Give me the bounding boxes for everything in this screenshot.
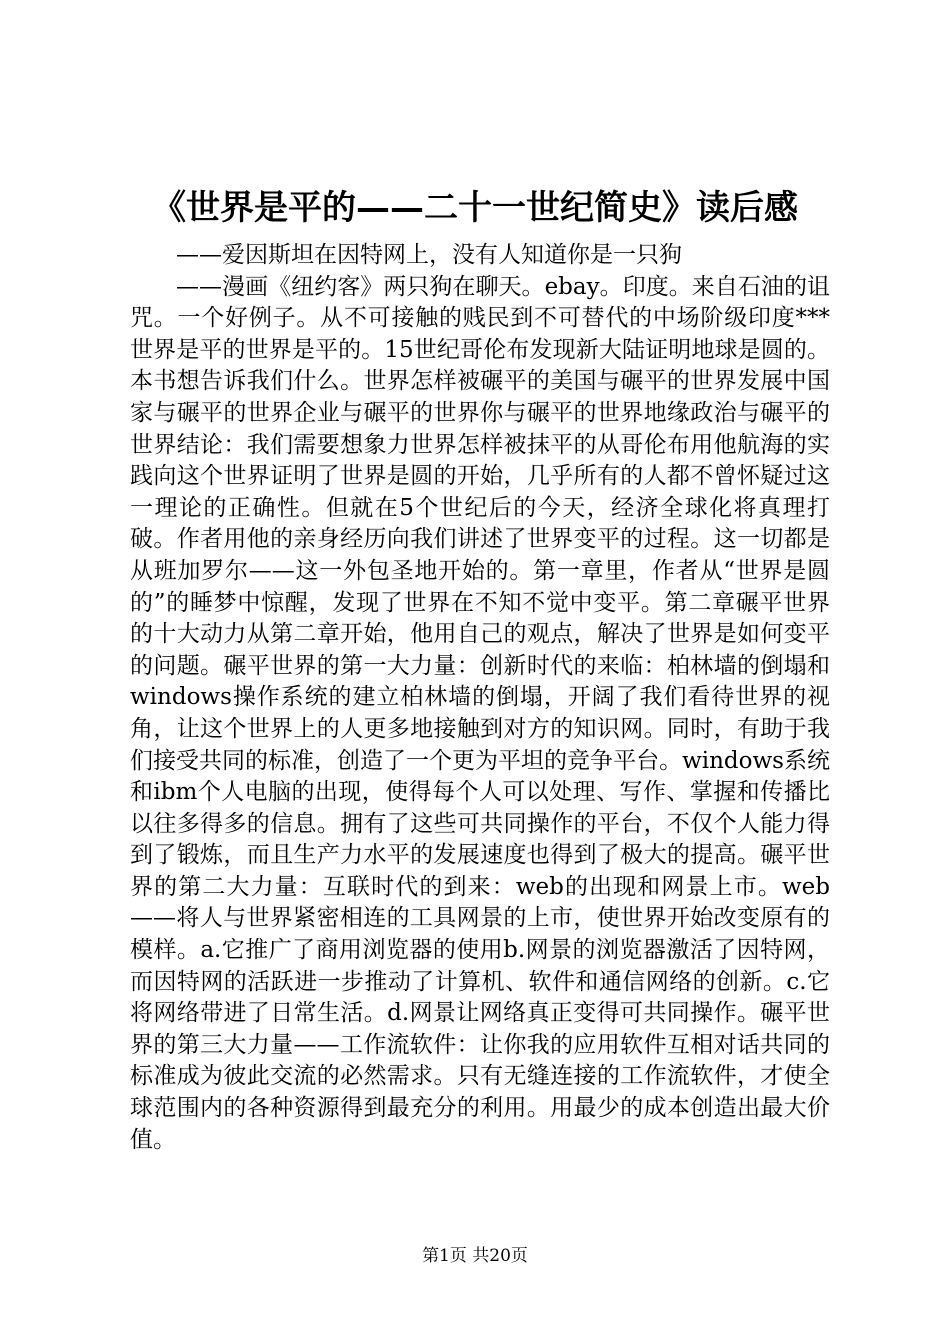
document-body	[130, 240, 830, 1156]
body-paragraph: ——漫画《纽约客》两只狗在聊天。ebay。印度。来自石油的诅咒。一个好例子。从不可接触的贱民到不可替代的中场阶级印度***世界是平的世界是平的。15世纪哥伦布发现新大陆证明地球是圆的。本书想告诉我们什么。世界怎样被碾平的美国与碾平的世界发展中国家与碾平的世界企业与碾平的世界你与碾平的世界地缘政治与碾平的世界结论：我们需要想象力世界怎样被抹平的从哥伦布用他航海的实践向这个世界证明了世界是圆的开始，几乎所有的人都不曾怀疑过这一理论的正确性。但就在5个世纪后的今天，经济全球化将真理打破。作者用他的亲身经历向我们讲述了世界变平的过程。这一切都是从班加罗尔——这一外包圣地开始的。第一章里，作者从“世界是圆的”的睡梦中惊醒，发现了世界在不知不觉中变平。第二章碾平世界的十大动力从第二章开始，他用自己的观点，解决了世界是如何变平的问题。碾平世界的第一大力量：创新时代的来临：柏林墙的倒塌和windows操作系统的建立柏林墙的倒塌，开阔了我们看待世界的视角，让这个世界上的人更多地接触到对方的知识网。同时，有助于我们接受共同的标准，创造了一个更为平坦的竞争平台。windows系统和ibm个人电脑的出现，使得每个人可以处理、写作、掌握和传播比以往多得多的信息。拥有了这些可共同操作的平台，不仅个人能力得到了锻炼，而且生产力水平的发展速度也得到了极大的提高。碾平世界的第二大力量：互联时代的到来：web的出现和网景上市。web——将人与世界紧密相连的工具网景的上市，使世界开始改变原有的模样。a.它推广了商用浏览器的使用b.网景的浏览器激活了因特网，而因特网的活跃进一步推动了计算机、软件和通信网络的创新。c.它将网络带进了日常生活。d.网景让网络真正变得可共同操作。碾平世界的第三大力量——工作流软件：让你我的应用软件互相对话共同的标准成为彼此交流的必然需求。只有无缝连接的工作流软件，才使全球范围内的各种资源得到最充分的利用。用最少的成本创造出最大价值。	[130, 273, 830, 1153]
epigraph-paragraph: ——爱因斯坦在因特网上，没有人知道你是一只狗	[176, 242, 682, 268]
document-title: 《世界是平的——二十一世纪简史》读后感	[152, 188, 798, 228]
page-number-footer: 第1页 共20页	[422, 1246, 528, 1266]
